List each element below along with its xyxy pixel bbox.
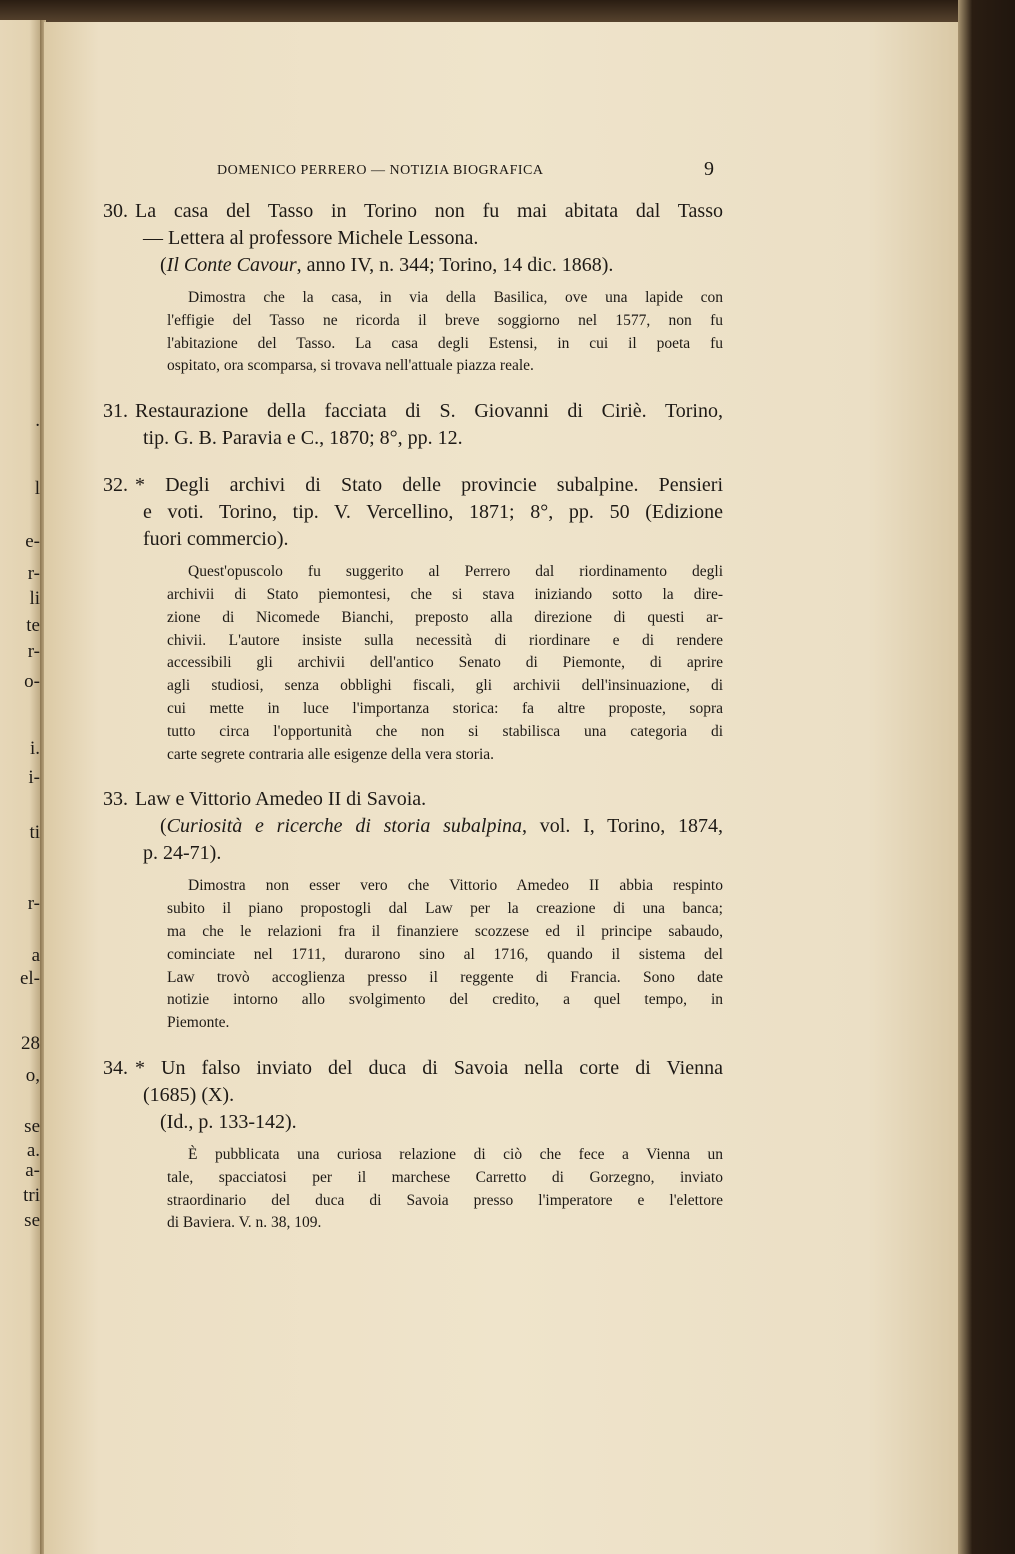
entry-title-line: fuori commercio). [143,528,289,551]
abstract-line: cominciate nel 1711, durarono sino al 1716, quando il sistema del [167,945,723,963]
abstract-line: Quest'opuscolo fu suggerito al Perrero dal riordinamento degli [188,563,723,581]
abstract-line: subito il piano propostogli dal Law per la creazione di una banca; [167,900,723,918]
entry-title-line: tip. G. B. Paravia e C., 1870; 8°, pp. 12. [143,427,463,450]
abstract-line: di Baviera. V. n. 38, 109. [167,1214,322,1232]
abstract-line: accessibili gli archivii dell'antico Senato di Piemonte, di aprire [167,654,723,672]
abstract-line: chivii. L'autore insiste sulla necessità di riordinare e di rendere [167,631,723,649]
entry-title-line: La casa del Tasso in Torino non fu mai abitata dal Tasso [135,200,723,222]
prev-page-fragment: tri [23,1185,40,1206]
abstract-line: Piemonte. [167,1014,230,1032]
abstract-line: agli studiosi, senza obblighi fiscali, gli archivii dell'insinuazione, di [167,677,723,695]
prev-page-fragment: l [34,478,40,499]
prev-page-fragment: r- [27,893,40,914]
entry-number: 31. [103,400,128,423]
scan-top-edge [0,0,1015,24]
prev-page-fragment: r- [27,641,40,662]
prev-page-fragment: te [26,615,40,636]
entry-abstract [167,287,723,378]
bibliography-entry [103,1055,723,1235]
abstract-line: l'abitazione del Tasso. La casa degli Estensi, in cui il poeta fu [167,334,723,352]
entry-title-line: — Lettera al professore Michele Lessona. [143,227,479,249]
entry-abstract [167,1144,723,1235]
entry-citation-line: (Curiosità e ricerche di storia subalpina, vol. I, Torino, 1874, [160,815,723,838]
abstract-line: archivii di Stato piemontesi, che si stava iniziando sotto la dire- [167,585,723,603]
prev-page-fragment: o- [24,671,40,692]
publication-title: Il Conte Cavour [166,254,297,276]
prev-page-fragment: e- [25,531,40,552]
bibliography-entry [103,198,723,378]
entry-title-line: (1685) (X). [143,1083,235,1106]
abstract-line: Law trovò accoglienza presso il reggente di Francia. Sono date [167,968,723,986]
abstract-line: ospitato, ora scomparsa, si trovava nell'attuale piazza reale. [167,357,534,375]
bibliography-entry [103,398,723,452]
abstract-line: notizie intorno allo svolgimento del credito, a quel tempo, in [167,991,723,1009]
abstract-line: ma che le relazioni fra il finanziere scozzese ed il principe sabaudo, [167,922,723,940]
entry-title-line: e voti. Torino, tip. V. Vercellino, 1871; 8°, pp. 50 (Edizione [143,501,723,524]
entry-title-line: p. 24-71). [143,842,222,865]
abstract-line: Dimostra non esser vero che Vittorio Amedeo II abbia respinto [188,877,723,895]
bibliography-entry [103,786,723,1035]
entry-title-line: Law e Vittorio Amedeo II di Savoia. [135,788,427,811]
previous-page-margin [0,20,42,1554]
abstract-line: cui mette in luce l'importanza storica: fa altre proposte, sopra [167,699,723,717]
prev-page-fragment: 28 [21,1033,40,1054]
entry-title-line: * Degli archivi di Stato delle provincie subalpine. Pensieri [135,474,723,497]
prev-page-fragment: el- [19,968,40,989]
prev-page-fragment: o, [25,1065,40,1086]
entry-number: 34. [103,1056,128,1079]
entry-number: 30. [103,200,128,222]
abstract-line: È pubblicata una curiosa relazione di ciò che fece a Vienna un [188,1145,723,1163]
abstract-line: tutto circa l'opportunità che non si stabilisca una categoria di [167,722,723,740]
page-number: 9 [704,158,714,180]
prev-page-fragment: a. [26,1140,40,1161]
prev-page-fragment: r- [27,563,40,584]
publication-title: Curiosità e ricerche di storia subalpina [166,815,523,838]
entry-title-line: * Un falso inviato del duca di Savoia nella corte di Vienna [135,1056,723,1079]
entry-title-line: Restaurazione della facciata di S. Giovanni di Ciriè. Torino, [135,400,723,423]
abstract-line: straordinario del duca di Savoia presso l'imperatore e l'elettore [167,1191,723,1209]
entry-citation-line: (Il Conte Cavour, anno IV, n. 344; Torino, 14 dic. 1868). [160,254,614,276]
entry-citation-line: (Id., p. 133-142). [160,1110,297,1133]
entry-abstract [167,875,723,1035]
prev-page-fragment: i. [29,738,40,759]
prev-page-fragment: se [24,1116,40,1137]
prev-page-fragment: . [35,410,40,431]
abstract-line: Dimostra che la casa, in via della Basilica, ove una lapide con [188,289,723,306]
entry-number: 32. [103,474,128,497]
abstract-line: zione di Nicomede Bianchi, preposto alla direzione di questi ar- [167,608,723,626]
abstract-line: carte segrete contraria alle esigenze della vera storia. [167,745,495,763]
prev-page-fragment: ti [29,822,40,843]
abstract-line: tale, spacciatosi per il marchese Carretto di Gorzegno, inviato [167,1168,723,1186]
running-header: DOMENICO PERRERO — NOTIZIA BIOGRAFICA [217,163,544,178]
prev-page-fragment: i- [28,767,40,788]
prev-page-fragment: se [24,1210,40,1231]
prev-page-fragment: li [29,588,40,609]
scan-right-edge [958,0,1015,1554]
bibliography-entry [103,472,723,766]
entry-abstract [167,561,723,766]
entry-number: 33. [103,788,128,811]
prev-page-fragment: a [31,945,40,966]
bibliography-list [103,198,723,1255]
prev-page-fragment: a- [25,1160,40,1181]
abstract-line: l'effigie del Tasso ne ricorda il breve soggiorno nel 1577, non fu [167,311,723,329]
